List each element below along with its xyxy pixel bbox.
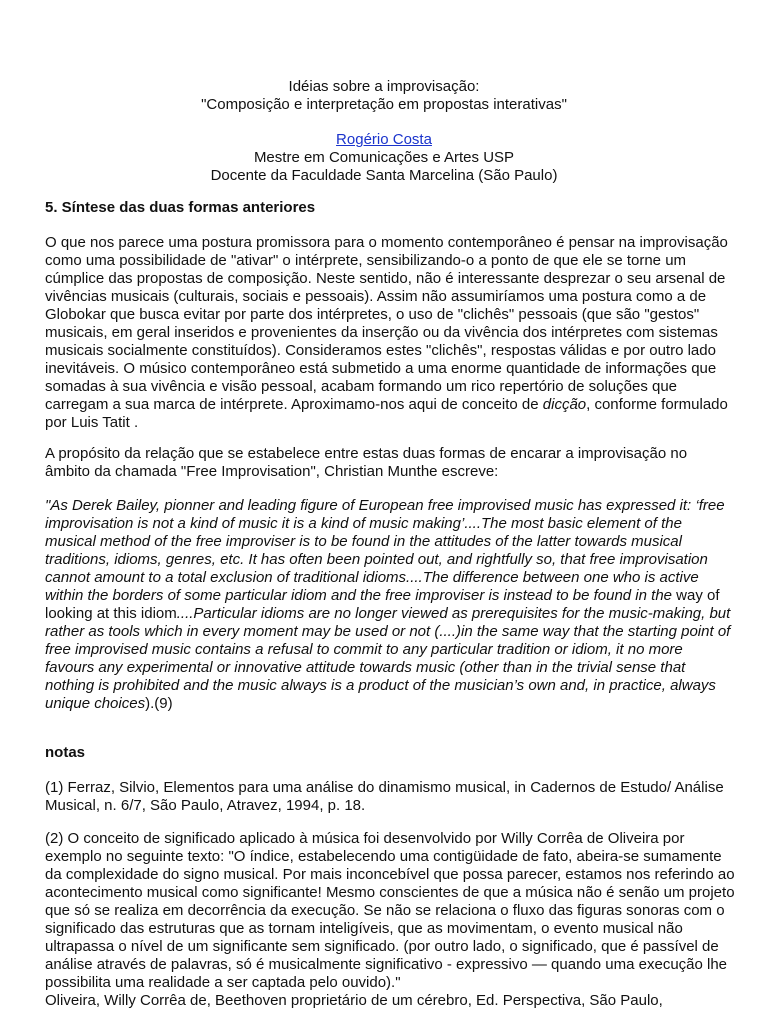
title-line-2: "Composição e interpretação em propostas interativas" bbox=[201, 96, 567, 113]
paragraph-1-text: O que nos parece uma postura promissora para o momento contemporâneo é pensar na improvisação como uma possibilidade de "ativar" o intérprete, sensibilizando-o a ponto de que ele se torne um cúmplice das propostas de composição. Neste sentido, não é interessante desprezar o seu arsenal de vivências musicais (culturais, sociais e pessoais). Assim não assumiríamos uma postura como a de Globokar que busca evitar por parte dos intérpretes, o uso de "clichês" pessoais (que são "gestos" musicais, em geral inseridos e provenientes da inserção ou da vivência dos intérpretes com sistemas musicais socialmente constituídos). Consideramos estes "clichês", respostas válidas e por outro lado inevitáveis. O músico contemporâneo está submetido a uma enorme quantidade de informações que somadas à sua vivência e visão pessoal, acabam formando um rico repertório de soluções que carregam a sua marca de intérprete. Aproximamo-nos aqui de conceito de bbox=[45, 234, 728, 413]
paragraph-1 bbox=[45, 234, 735, 432]
affiliation-line-2: Docente da Faculdade Santa Marcelina (São Paulo) bbox=[210, 167, 558, 184]
quote-upright-text: way of looking at this idiom bbox=[45, 587, 720, 622]
munthe-quote bbox=[45, 497, 735, 713]
document-header bbox=[0, 78, 768, 185]
quote-text-2: ....Particular idioms are no longer viewed as prerequisites for the music-making, but rather as tools which in every moment may be used or not (....)in the same way that the starting point of free improvised music contains a refusal to commit to any particular tradition or idiom, it no more favours any experimental or innovative attitude towards music (other than in the trivial sense that nothing is prohibited and the music always is a product of the musician’s own and, in practice, always unique choices bbox=[45, 605, 731, 712]
note-2-source: Oliveira, Willy Corrêa de, Beethoven proprietário de um cérebro, Ed. Perspectiva, São Paulo, bbox=[45, 992, 663, 1009]
paragraph-1-end: , conforme formulado por Luis Tatit . bbox=[45, 396, 728, 431]
author-link[interactable]: Rogério Costa bbox=[336, 131, 432, 148]
notes-heading: notas bbox=[45, 744, 86, 761]
title-line-1: Idéias sobre a improvisação: bbox=[288, 78, 480, 95]
quote-text-1: "As Derek Bailey, pionner and leading figure of European free improvised music has expressed it: ‘free improvisation is not a kind of music it is a kind of music making’....The most basic element of the musical method of the free improviser is to be found in the attitudes of the latter towards musical traditions, idioms, genres, etc. It has often been pointed out, and rightfully so, that free improvisation cannot amount to a total exclusion of traditional idioms....The difference between one who is active within the borders of some particular idiom and the free improviser is instead to be found in the bbox=[45, 497, 725, 604]
section-heading: 5. Síntese das duas formas anteriores bbox=[45, 199, 316, 216]
affiliation-line-1: Mestre em Comunicações e Artes USP bbox=[253, 149, 515, 166]
paragraph-2: A propósito da relação que se estabelece entre estas duas formas de encarar a improvisação no âmbito da chamada "Free Improvisation", Christian Munthe escreve: bbox=[45, 445, 688, 480]
quote-citation: ).(9) bbox=[145, 695, 173, 712]
note-2-text: (2) O conceito de significado aplicado à música foi desenvolvido por Willy Corrêa de Oliveira por exemplo no seguinte texto: "O índice, estabelecendo uma contigüidade de fato, abeira-se sumamente da complexidade do signo musical. Por mais inconcebível que possa parecer, estamos nos referindo ao acontecimento musical como significante! Mesmo conscientes de que a música não é senão um projeto que só se realiza em decorrência da execução. Se não se relaciona o fluxo das figuras sonoras com o significado das estruturas que as tornam inteligíveis, que as movimentam, o evento musical não ultrapassa o nível de um significante sem significado. (por outro lado, o significado, que é passível de análise através de palavras, só é musicalmente significativo - expressivo — quando uma execução lhe possibilita uma realidade a ser captada pelo ouvido)." bbox=[45, 830, 735, 991]
note-1: (1) Ferraz, Silvio, Elementos para uma análise do dinamismo musical, in Cadernos de Estudo/ Análise Musical, n. 6/7, São Paulo, Atravez, 1994, p. 18. bbox=[45, 779, 724, 814]
diccao-term: dicção bbox=[542, 396, 587, 413]
note-2 bbox=[45, 830, 735, 1010]
